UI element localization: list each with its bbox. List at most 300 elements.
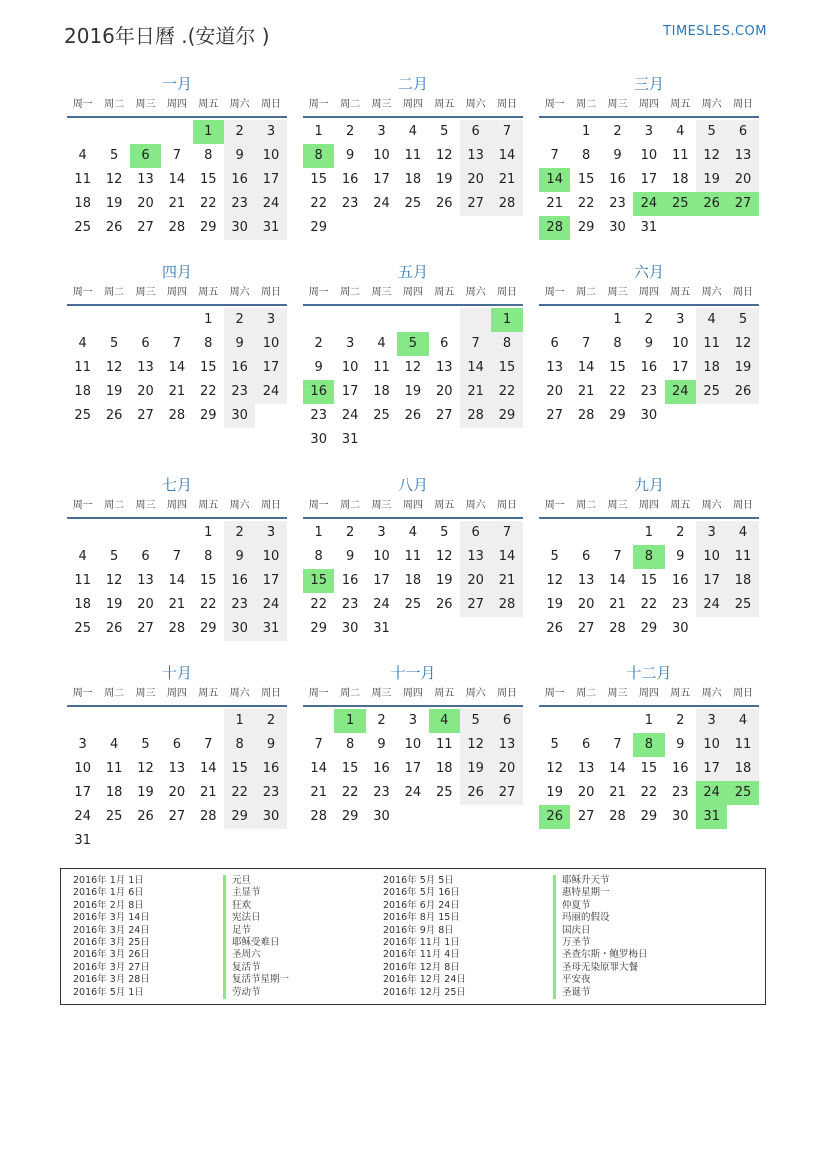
day-cell: 11 bbox=[74, 172, 91, 187]
day-cell: 29 bbox=[199, 220, 217, 235]
day-cell: 16 bbox=[224, 569, 255, 593]
weekday-header bbox=[303, 685, 523, 707]
day-cell: 23 bbox=[255, 781, 286, 805]
day-cell: 2 bbox=[345, 525, 355, 540]
day-cell: 30 bbox=[609, 220, 626, 235]
day-cell: 7 bbox=[460, 332, 491, 356]
day-cell: 17 bbox=[696, 569, 727, 593]
empty-cell bbox=[193, 709, 224, 733]
legend-holiday-name: 耶稣受难日 bbox=[223, 937, 289, 949]
weekday-label: 周四 bbox=[166, 500, 187, 511]
day-cell: 9 bbox=[676, 737, 685, 752]
day-cell: 1 bbox=[644, 525, 653, 540]
weekday-header bbox=[303, 284, 523, 306]
weekday-header bbox=[539, 284, 759, 306]
day-cell: 15 bbox=[310, 172, 327, 187]
empty-cell bbox=[98, 521, 129, 545]
day-cell: 27 bbox=[435, 408, 453, 423]
day-cell: 16 bbox=[671, 761, 689, 776]
day-cell: 3 bbox=[255, 521, 286, 545]
day-cell: 16 bbox=[640, 360, 658, 375]
day-cell: 19 bbox=[105, 196, 123, 211]
day-cell: 8 bbox=[613, 336, 622, 351]
weekday-label: 周三 bbox=[371, 500, 392, 511]
empty-cell bbox=[130, 709, 161, 733]
day-cell: 10 bbox=[373, 148, 390, 163]
day-cell: 10 bbox=[671, 336, 689, 351]
day-cell: 23 bbox=[609, 196, 626, 211]
day-cell: 29 bbox=[224, 805, 255, 829]
empty-cell bbox=[303, 308, 334, 332]
day-cell: 28 bbox=[199, 809, 217, 824]
day-cell: 30 bbox=[224, 216, 255, 240]
day-cell: 21 bbox=[546, 196, 563, 211]
day-cell: 3 bbox=[78, 737, 87, 752]
month-name: 四月 bbox=[161, 263, 192, 281]
empty-cell bbox=[460, 308, 491, 332]
legend-holiday-name: 圣查尔斯・鲍罗梅日 bbox=[553, 949, 648, 961]
day-cell: 6 bbox=[581, 549, 591, 564]
weekday-label: 周五 bbox=[434, 287, 455, 298]
weekday-header bbox=[539, 497, 759, 519]
day-cell: 26 bbox=[105, 621, 123, 636]
day-cell: 14 bbox=[460, 356, 491, 380]
empty-cell bbox=[303, 709, 334, 733]
day-cell: 7 bbox=[550, 148, 559, 163]
day-cell: 20 bbox=[727, 168, 758, 192]
weekday-header bbox=[539, 685, 759, 707]
day-cell: 31 bbox=[74, 833, 91, 848]
day-cell: 15 bbox=[491, 356, 522, 380]
weekday-label: 周三 bbox=[371, 688, 392, 699]
day-cell: 19 bbox=[460, 757, 491, 781]
day-cell: 4 bbox=[727, 709, 758, 733]
day-cell: 16 bbox=[224, 356, 255, 380]
day-grid bbox=[303, 308, 523, 452]
legend-date: 2016年 3月 28日 bbox=[73, 974, 150, 986]
day-cell: 26 bbox=[546, 621, 563, 636]
day-cell: 22 bbox=[310, 196, 327, 211]
weekday-label: 周一 bbox=[72, 99, 93, 110]
day-cell: 14 bbox=[168, 573, 186, 588]
weekday-label: 周二 bbox=[576, 500, 597, 511]
weekday-label: 周日 bbox=[497, 99, 518, 110]
month-name: 五月 bbox=[397, 263, 428, 281]
day-cell: 30 bbox=[224, 404, 255, 428]
holiday-day-cell: 1 bbox=[193, 120, 224, 144]
day-cell: 28 bbox=[491, 192, 522, 216]
day-cell: 6 bbox=[727, 120, 758, 144]
day-cell: 19 bbox=[105, 597, 123, 612]
day-cell: 12 bbox=[435, 549, 453, 564]
day-grid bbox=[539, 709, 759, 829]
day-cell: 10 bbox=[696, 545, 727, 569]
day-cell: 11 bbox=[105, 761, 123, 776]
day-cell: 3 bbox=[696, 709, 727, 733]
day-cell: 27 bbox=[137, 621, 154, 636]
day-cell: 27 bbox=[137, 220, 154, 235]
day-cell: 11 bbox=[727, 733, 758, 757]
weekday-label: 周六 bbox=[229, 688, 250, 699]
day-cell: 23 bbox=[640, 384, 658, 399]
day-cell: 22 bbox=[491, 380, 522, 404]
day-cell: 22 bbox=[341, 785, 359, 800]
empty-cell bbox=[161, 308, 192, 332]
weekday-label: 周五 bbox=[670, 500, 691, 511]
month-name: 二月 bbox=[397, 75, 428, 93]
day-cell: 21 bbox=[168, 196, 186, 211]
empty-cell bbox=[602, 521, 633, 545]
day-cell: 9 bbox=[224, 545, 255, 569]
day-cell: 2 bbox=[676, 525, 685, 540]
day-cell: 23 bbox=[224, 380, 255, 404]
empty-cell bbox=[334, 308, 365, 332]
day-cell: 15 bbox=[577, 172, 595, 187]
day-cell: 21 bbox=[577, 384, 595, 399]
day-cell: 1 bbox=[314, 124, 323, 139]
month-block bbox=[539, 72, 759, 240]
day-cell: 2 bbox=[224, 120, 255, 144]
day-cell: 14 bbox=[491, 545, 522, 569]
holiday-day-cell: 1 bbox=[491, 308, 522, 332]
day-grid bbox=[303, 521, 523, 641]
weekday-label: 周二 bbox=[104, 688, 125, 699]
weekday-label: 周四 bbox=[638, 99, 659, 110]
legend-date: 2016年 3月 26日 bbox=[73, 949, 150, 961]
day-cell: 13 bbox=[577, 573, 595, 588]
day-cell: 20 bbox=[137, 196, 154, 211]
weekday-label: 周一 bbox=[544, 287, 565, 298]
day-cell: 8 bbox=[581, 148, 591, 163]
day-grid bbox=[539, 521, 759, 641]
day-cell: 21 bbox=[460, 380, 491, 404]
weekday-header bbox=[539, 96, 759, 118]
day-cell: 15 bbox=[199, 360, 217, 375]
day-cell: 12 bbox=[546, 573, 563, 588]
day-cell: 26 bbox=[105, 220, 123, 235]
day-cell: 8 bbox=[204, 549, 213, 564]
day-cell: 20 bbox=[137, 384, 154, 399]
day-cell: 20 bbox=[577, 597, 595, 612]
day-cell: 6 bbox=[460, 120, 491, 144]
day-cell: 5 bbox=[727, 308, 758, 332]
legend-holiday-name: 复活节星期一 bbox=[223, 974, 289, 986]
day-cell: 19 bbox=[404, 384, 422, 399]
month-block bbox=[539, 260, 759, 428]
weekday-label: 周一 bbox=[544, 500, 565, 511]
day-cell: 25 bbox=[105, 809, 123, 824]
day-cell: 5 bbox=[440, 124, 449, 139]
site-link[interactable]: TIMESLES.COM bbox=[663, 24, 767, 39]
weekday-label: 周二 bbox=[576, 688, 597, 699]
holiday-day-cell: 8 bbox=[633, 733, 664, 757]
day-cell: 9 bbox=[613, 148, 622, 163]
weekday-label: 周五 bbox=[670, 99, 691, 110]
day-grid bbox=[539, 120, 759, 240]
day-cell: 31 bbox=[640, 220, 658, 235]
empty-cell bbox=[161, 709, 192, 733]
day-cell: 24 bbox=[373, 196, 390, 211]
day-cell: 18 bbox=[373, 384, 390, 399]
day-cell: 25 bbox=[74, 621, 91, 636]
holiday-day-cell: 8 bbox=[303, 144, 334, 168]
weekday-label: 周五 bbox=[434, 500, 455, 511]
legend-holiday-name: 惠特星期一 bbox=[553, 887, 648, 899]
month-block bbox=[303, 473, 523, 641]
day-cell: 13 bbox=[577, 761, 595, 776]
day-cell: 18 bbox=[404, 573, 422, 588]
holiday-day-cell: 26 bbox=[539, 805, 570, 829]
day-cell: 29 bbox=[341, 809, 359, 824]
day-cell: 27 bbox=[137, 408, 154, 423]
day-cell: 15 bbox=[341, 761, 359, 776]
day-cell: 4 bbox=[408, 525, 417, 540]
day-cell: 31 bbox=[341, 432, 359, 447]
month-block bbox=[67, 260, 287, 428]
day-cell: 9 bbox=[255, 733, 286, 757]
empty-cell bbox=[366, 308, 397, 332]
day-cell: 13 bbox=[460, 144, 491, 168]
day-cell: 13 bbox=[727, 144, 758, 168]
weekday-label: 周二 bbox=[340, 99, 361, 110]
day-cell: 30 bbox=[255, 805, 286, 829]
day-cell: 22 bbox=[609, 384, 626, 399]
day-cell: 4 bbox=[78, 148, 87, 163]
day-cell: 30 bbox=[671, 621, 689, 636]
weekday-header bbox=[67, 96, 287, 118]
weekday-label: 周五 bbox=[198, 287, 219, 298]
day-cell: 21 bbox=[310, 785, 327, 800]
holiday-day-cell: 8 bbox=[633, 545, 664, 569]
day-cell: 9 bbox=[224, 144, 255, 168]
weekday-label: 周一 bbox=[544, 99, 565, 110]
day-cell: 3 bbox=[255, 308, 286, 332]
day-cell: 12 bbox=[727, 332, 758, 356]
weekday-label: 周日 bbox=[497, 287, 518, 298]
day-cell: 9 bbox=[644, 336, 653, 351]
empty-cell bbox=[570, 308, 601, 332]
day-cell: 5 bbox=[440, 525, 449, 540]
holiday-day-cell: 25 bbox=[665, 192, 696, 216]
day-cell: 4 bbox=[78, 549, 87, 564]
day-cell: 11 bbox=[404, 148, 422, 163]
day-cell: 21 bbox=[168, 597, 186, 612]
day-cell: 10 bbox=[341, 360, 359, 375]
day-cell: 3 bbox=[377, 124, 386, 139]
empty-cell bbox=[570, 521, 601, 545]
day-cell: 17 bbox=[404, 761, 422, 776]
day-cell: 21 bbox=[199, 785, 217, 800]
holiday-legend bbox=[60, 868, 766, 1005]
empty-cell bbox=[539, 308, 570, 332]
day-cell: 14 bbox=[168, 172, 186, 187]
day-cell: 7 bbox=[491, 521, 522, 545]
day-cell: 23 bbox=[341, 196, 359, 211]
weekday-label: 周二 bbox=[576, 287, 597, 298]
day-cell: 11 bbox=[74, 360, 91, 375]
day-cell: 13 bbox=[137, 172, 154, 187]
day-cell: 5 bbox=[550, 737, 559, 752]
weekday-label: 周四 bbox=[402, 287, 423, 298]
day-cell: 2 bbox=[224, 521, 255, 545]
legend-dates-col-2 bbox=[383, 875, 466, 999]
day-cell: 28 bbox=[577, 408, 595, 423]
day-cell: 4 bbox=[109, 737, 119, 752]
legend-holiday-name: 狂欢 bbox=[223, 900, 289, 912]
day-cell: 12 bbox=[435, 148, 453, 163]
legend-holiday-name: 元旦 bbox=[223, 875, 289, 887]
day-cell: 12 bbox=[105, 172, 123, 187]
day-cell: 21 bbox=[168, 384, 186, 399]
weekday-label: 周日 bbox=[733, 287, 754, 298]
day-cell: 21 bbox=[609, 785, 626, 800]
weekday-label: 周四 bbox=[638, 688, 659, 699]
legend-holiday-name: 宪法日 bbox=[223, 912, 289, 924]
legend-date: 2016年 5月 1日 bbox=[73, 986, 144, 998]
day-cell: 17 bbox=[640, 172, 658, 187]
day-cell: 17 bbox=[255, 168, 286, 192]
day-cell: 10 bbox=[255, 545, 286, 569]
weekday-label: 周三 bbox=[135, 688, 156, 699]
day-cell: 9 bbox=[345, 549, 355, 564]
day-cell: 30 bbox=[373, 809, 390, 824]
month-block bbox=[303, 260, 523, 452]
day-cell: 11 bbox=[696, 332, 727, 356]
day-cell: 26 bbox=[435, 597, 453, 612]
legend-holiday-name: 平安夜 bbox=[553, 974, 648, 986]
weekday-label: 周四 bbox=[638, 287, 659, 298]
day-cell: 20 bbox=[577, 785, 595, 800]
day-cell: 29 bbox=[577, 220, 595, 235]
day-cell: 7 bbox=[613, 737, 622, 752]
legend-holiday-name: 圣诞节 bbox=[553, 987, 648, 999]
day-cell: 22 bbox=[640, 597, 658, 612]
day-cell: 29 bbox=[609, 408, 626, 423]
weekday-label: 周日 bbox=[733, 99, 754, 110]
legend-holiday-name: 劳动节 bbox=[223, 987, 289, 999]
month-name: 一月 bbox=[161, 75, 192, 93]
day-cell: 30 bbox=[640, 408, 658, 423]
legend-holiday-name: 主显节 bbox=[223, 887, 289, 899]
day-cell: 7 bbox=[491, 120, 522, 144]
weekday-label: 周日 bbox=[261, 99, 282, 110]
weekday-label: 周六 bbox=[701, 99, 722, 110]
weekday-label: 周一 bbox=[308, 688, 329, 699]
weekday-label: 周三 bbox=[607, 99, 628, 110]
weekday-label: 周四 bbox=[402, 688, 423, 699]
day-cell: 23 bbox=[341, 597, 359, 612]
legend-names-col-1 bbox=[223, 875, 289, 999]
day-cell: 7 bbox=[172, 148, 181, 163]
day-cell: 10 bbox=[255, 144, 286, 168]
legend-date: 2016年 5月 16日 bbox=[383, 887, 460, 899]
day-cell: 20 bbox=[491, 757, 522, 781]
day-cell: 12 bbox=[105, 360, 123, 375]
day-cell: 10 bbox=[640, 148, 658, 163]
weekday-header bbox=[67, 685, 287, 707]
day-cell: 4 bbox=[727, 521, 758, 545]
weekday-label: 周五 bbox=[670, 287, 691, 298]
legend-date: 2016年 9月 8日 bbox=[383, 924, 454, 936]
day-cell: 14 bbox=[577, 360, 595, 375]
day-cell: 16 bbox=[373, 761, 390, 776]
month-block bbox=[539, 661, 759, 829]
empty-cell bbox=[98, 120, 129, 144]
day-cell: 8 bbox=[224, 733, 255, 757]
legend-dates-col-1 bbox=[73, 875, 150, 999]
day-cell: 3 bbox=[345, 336, 355, 351]
empty-cell bbox=[98, 709, 129, 733]
weekday-label: 周六 bbox=[701, 688, 722, 699]
day-cell: 19 bbox=[435, 172, 453, 187]
day-cell: 18 bbox=[671, 172, 689, 187]
legend-holiday-name: 圣周六 bbox=[223, 949, 289, 961]
day-cell: 7 bbox=[613, 549, 622, 564]
day-cell: 14 bbox=[199, 761, 217, 776]
day-cell: 5 bbox=[460, 709, 491, 733]
day-cell: 13 bbox=[546, 360, 563, 375]
day-cell: 16 bbox=[671, 573, 689, 588]
legend-date: 2016年 8月 15日 bbox=[383, 912, 460, 924]
day-cell: 26 bbox=[105, 408, 123, 423]
day-cell: 19 bbox=[546, 597, 563, 612]
day-cell: 18 bbox=[727, 569, 758, 593]
weekday-label: 周一 bbox=[308, 287, 329, 298]
day-cell: 29 bbox=[491, 404, 522, 428]
day-cell: 19 bbox=[105, 384, 123, 399]
day-cell: 29 bbox=[310, 621, 327, 636]
day-cell: 17 bbox=[671, 360, 689, 375]
day-cell: 16 bbox=[255, 757, 286, 781]
day-cell: 5 bbox=[550, 549, 559, 564]
day-cell: 9 bbox=[676, 549, 685, 564]
legend-date: 2016年 11月 4日 bbox=[383, 949, 460, 961]
day-cell: 29 bbox=[640, 809, 658, 824]
day-cell: 25 bbox=[435, 785, 453, 800]
day-cell: 17 bbox=[341, 384, 359, 399]
day-cell: 25 bbox=[74, 408, 91, 423]
day-cell: 5 bbox=[696, 120, 727, 144]
day-cell: 28 bbox=[168, 408, 186, 423]
day-cell: 11 bbox=[404, 549, 422, 564]
day-cell: 20 bbox=[460, 168, 491, 192]
day-cell: 1 bbox=[314, 525, 323, 540]
day-cell: 12 bbox=[404, 360, 422, 375]
month-block bbox=[67, 72, 287, 240]
day-cell: 19 bbox=[137, 785, 154, 800]
weekday-label: 周五 bbox=[434, 688, 455, 699]
month-block bbox=[303, 72, 523, 240]
day-cell: 30 bbox=[310, 432, 327, 447]
legend-date: 2016年 3月 27日 bbox=[73, 961, 150, 973]
day-cell: 1 bbox=[613, 312, 622, 327]
holiday-day-cell: 1 bbox=[334, 709, 365, 733]
day-cell: 17 bbox=[373, 573, 390, 588]
day-cell: 18 bbox=[74, 384, 91, 399]
day-cell: 10 bbox=[74, 761, 91, 776]
empty-cell bbox=[130, 120, 161, 144]
day-cell: 18 bbox=[74, 597, 91, 612]
weekday-label: 周六 bbox=[229, 99, 250, 110]
day-cell: 24 bbox=[255, 192, 286, 216]
day-cell: 15 bbox=[199, 573, 217, 588]
day-cell: 24 bbox=[696, 593, 727, 617]
holiday-day-cell: 24 bbox=[633, 192, 664, 216]
day-cell: 15 bbox=[609, 360, 626, 375]
holiday-day-cell: 27 bbox=[727, 192, 758, 216]
empty-cell bbox=[67, 521, 98, 545]
weekday-label: 周日 bbox=[733, 688, 754, 699]
